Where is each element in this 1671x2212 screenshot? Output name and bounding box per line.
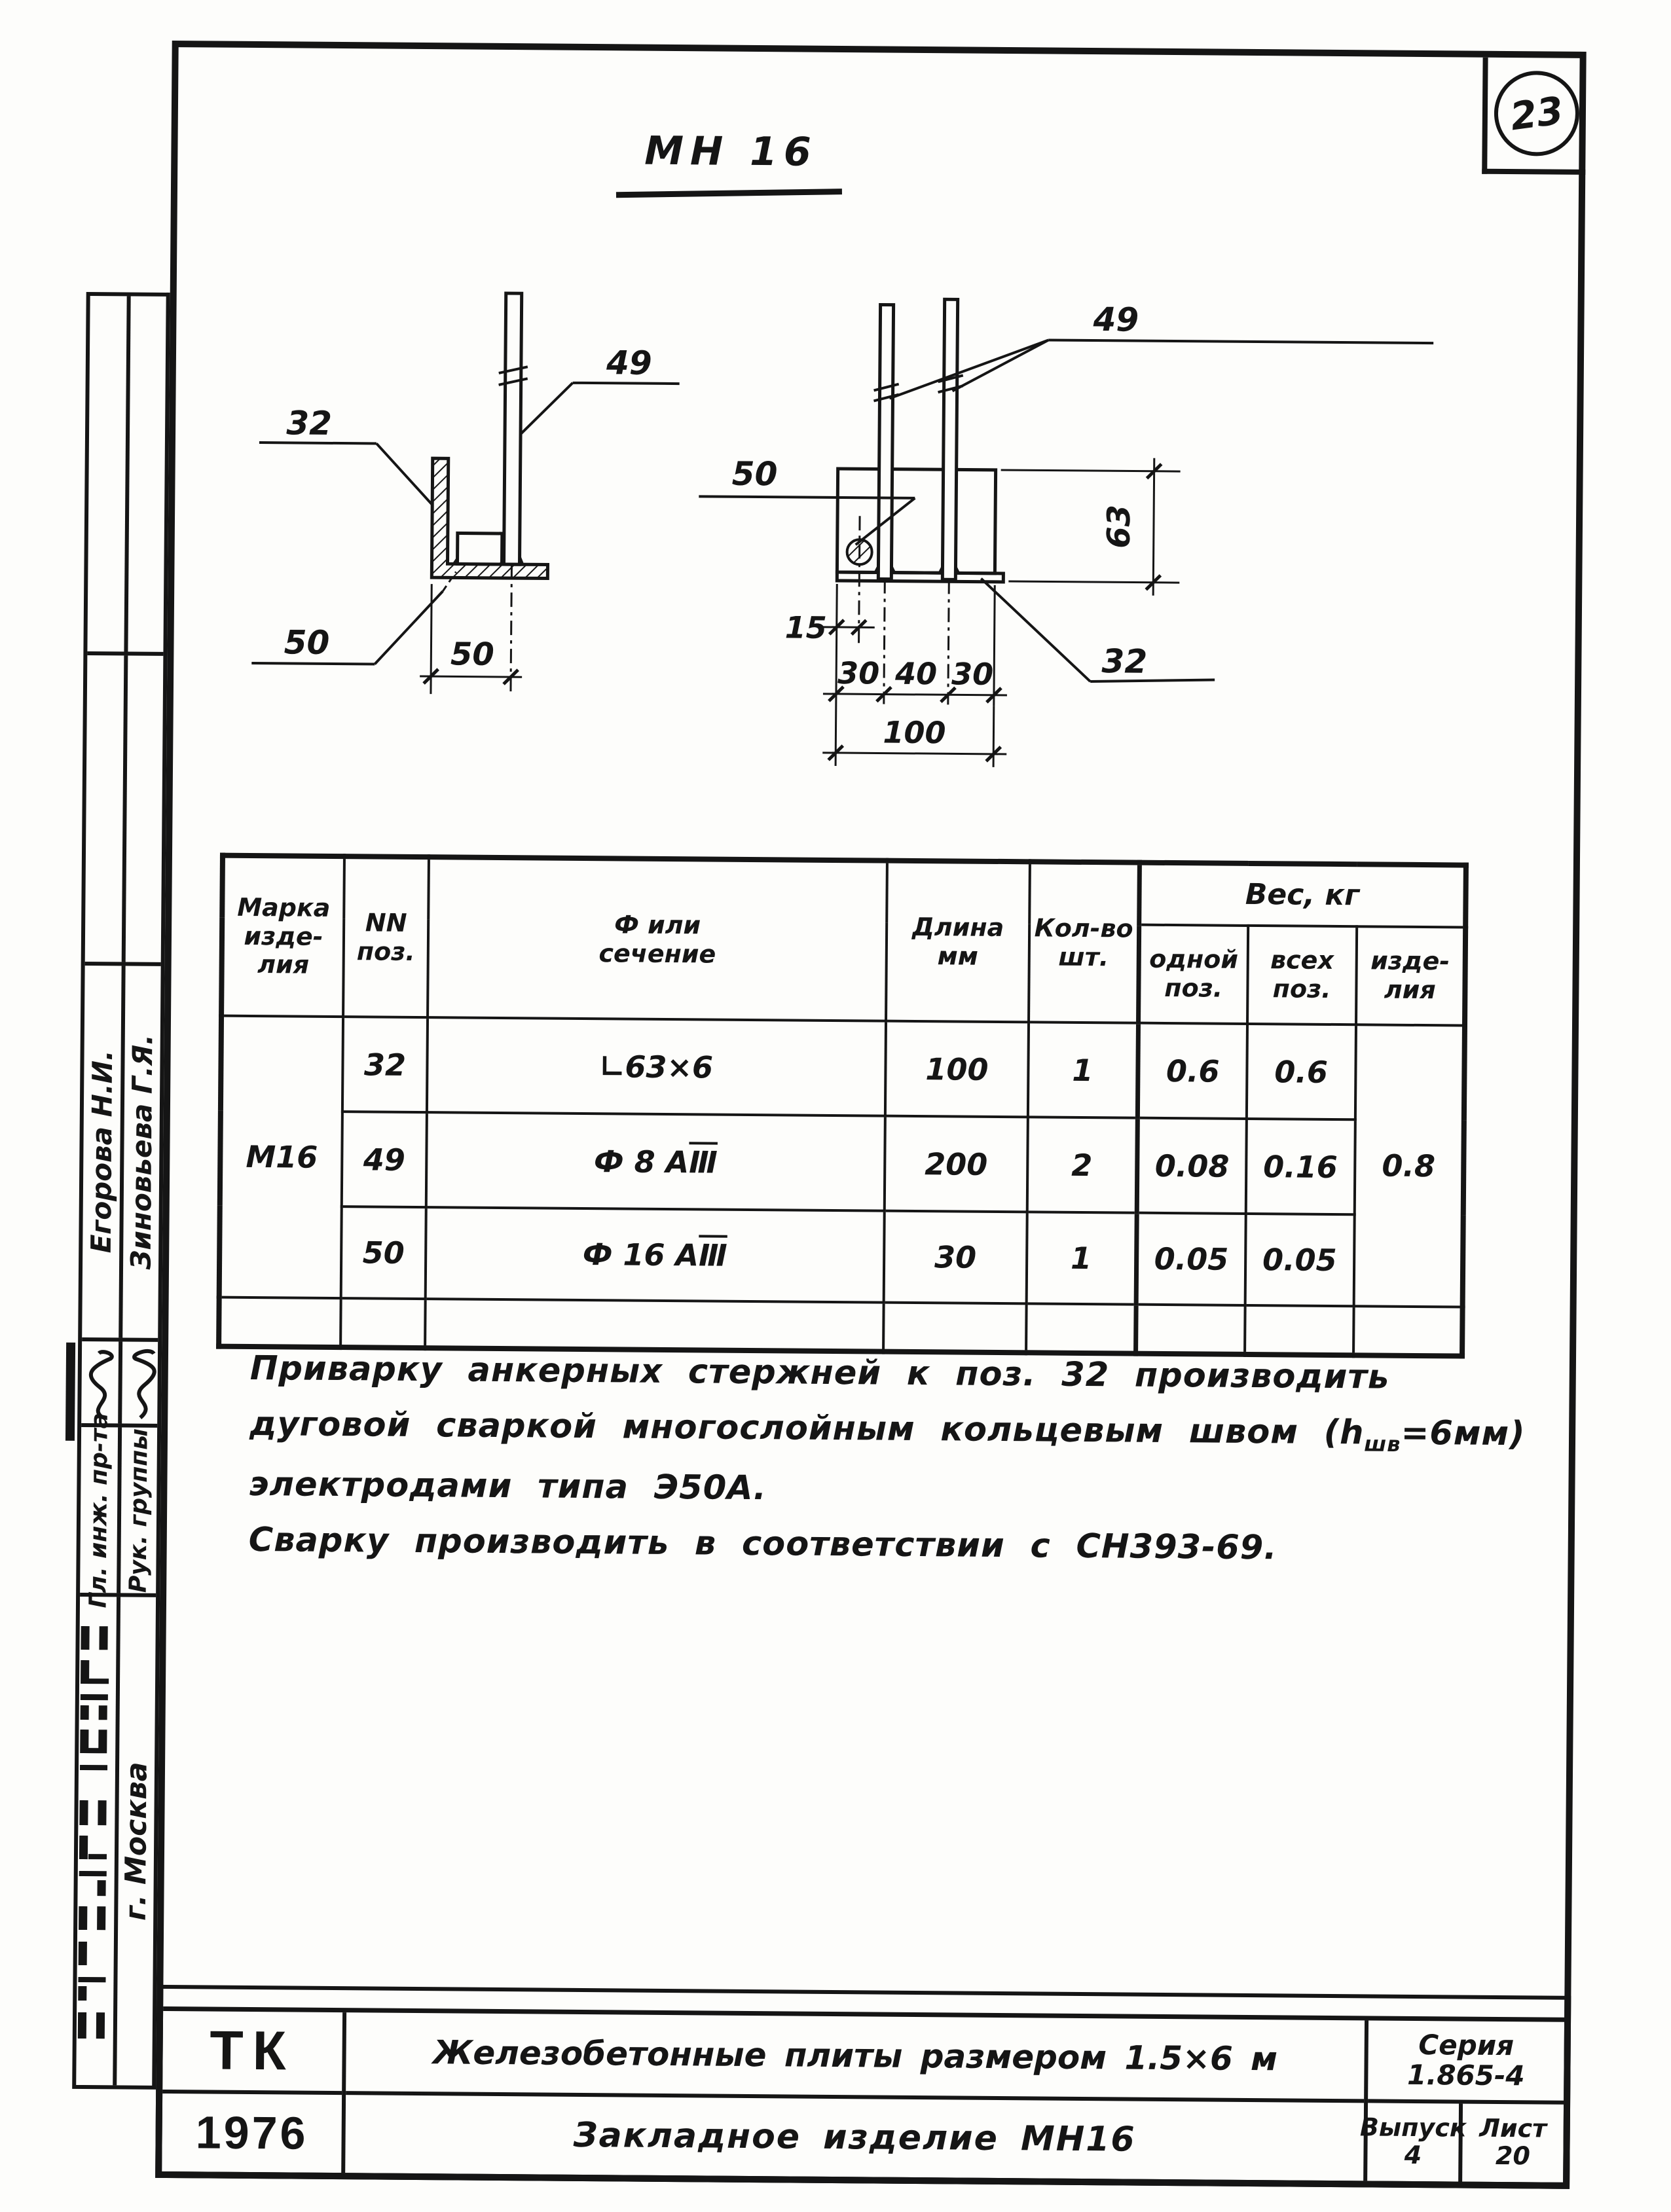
note-line-2-sub: шв: [1364, 1431, 1401, 1457]
dim-63: [1000, 457, 1181, 596]
note-line-1: Приварку анкерных стержней к поз. 32 производить: [249, 1349, 1390, 1397]
series-label: Серия: [1418, 2028, 1515, 2061]
sidebar-stamp-row: [76, 1597, 156, 2086]
cell-section: [426, 1207, 885, 1302]
cell-empty: [1353, 1306, 1463, 1356]
cell-mark: М16: [219, 1016, 343, 1298]
drawing-title: МН 16: [644, 128, 818, 175]
cell-length: 30: [884, 1211, 1027, 1304]
cell-weight-item: 0.8: [1353, 1024, 1465, 1307]
sidebar-name-right-cell: [122, 966, 160, 1337]
title-block-grid: [162, 2011, 1564, 2183]
cell-empty: [219, 1297, 341, 1347]
anchor-rod-side: [504, 293, 521, 564]
dim-50-text: 50: [450, 636, 495, 673]
sidebar-empty-row: [85, 655, 164, 966]
page-number: 23: [1489, 65, 1585, 161]
issue-cell: [1359, 2103, 1467, 2182]
note-line-2-main: дуговой сваркой многослойным кольцевым швом (h: [249, 1404, 1365, 1453]
title-block-left: [162, 2011, 346, 2173]
front-view-drawing: [684, 247, 1473, 790]
anchor-rod-1: [878, 305, 893, 579]
cell-pos: 50: [341, 1206, 426, 1299]
cell-empty: [883, 1303, 1027, 1353]
dim-15-text: 15: [784, 609, 827, 645]
doc-title-line-2: Закладное изделие МН16: [573, 2116, 1136, 2160]
sidebar-empty-row: [87, 296, 166, 656]
note-line-3: электродами типа Э50А.: [249, 1465, 767, 1508]
cell-section: [426, 1112, 885, 1210]
signature: [83, 1344, 120, 1423]
dim-50: [420, 564, 523, 695]
sidebar-empty-cell: [85, 655, 128, 962]
cell-weight-all: 0.05: [1245, 1214, 1354, 1306]
dim-40-text: 40: [894, 655, 938, 692]
signature-cell: [81, 1341, 122, 1423]
cell-weight-all: 0.6: [1247, 1024, 1356, 1119]
label-pos-32-front: 32: [1101, 642, 1148, 681]
label-pos-49-front: 49: [1093, 300, 1139, 339]
cell-qty: 1: [1027, 1212, 1137, 1304]
sidebar-names-row: [82, 966, 161, 1342]
label-pos-32: 32: [286, 404, 333, 443]
cell-weight-one: 0.08: [1137, 1118, 1246, 1214]
leader-49-front: [889, 339, 1433, 403]
dim-100-text: 100: [883, 714, 946, 751]
section-grade: $\overline{Ⅲ}$: [698, 1237, 727, 1273]
dim-30b-text: 30: [951, 656, 994, 692]
sidebar-role-right-cell: [120, 1427, 157, 1593]
scan-artifact: [65, 1343, 75, 1441]
title-block: [155, 1985, 1571, 2189]
side-view-drawing: [239, 270, 714, 733]
dim-15: [822, 584, 875, 650]
sidebar-empty-cell: [87, 296, 130, 651]
table-row: [221, 1016, 1465, 1121]
dim-30a-text: 30: [837, 655, 880, 691]
table-row: [219, 1206, 1463, 1307]
cell-empty: [1245, 1305, 1354, 1355]
leader-32: [259, 443, 433, 505]
col-header-qty: Кол-во шт.: [1029, 861, 1139, 1023]
leader-49: [521, 382, 680, 435]
col-header-pos: NN поз.: [343, 856, 429, 1017]
col-header-weight-one: одной поз.: [1139, 925, 1248, 1024]
col-header-length: Длина мм: [886, 861, 1030, 1023]
cell-weight-one: 0.05: [1136, 1213, 1245, 1305]
cell-pos: 49: [342, 1112, 427, 1207]
title-block-right: [1359, 2020, 1564, 2182]
sidebar-empty-cell: [126, 655, 164, 962]
sidebar-roles-row: [80, 1412, 157, 1608]
cell-pos: 32: [342, 1017, 428, 1112]
name-right: Зиновьева Г.Я.: [124, 1034, 159, 1270]
signature: [123, 1343, 160, 1421]
doc-title-line-1: Железобетонные плиты размером 1.5×6 м: [346, 2012, 1365, 2103]
sidebar-role-left-cell: [80, 1412, 122, 1608]
signature-cell: [122, 1341, 158, 1423]
cell-empty: [340, 1298, 426, 1348]
issue-list-row: [1359, 2103, 1564, 2183]
weld-notes: [248, 1349, 1526, 1588]
section-main: Ф 16 А: [582, 1236, 699, 1273]
page-number-box: [1482, 58, 1586, 175]
stamp-city-cell: [117, 1597, 156, 2085]
table-row: [220, 1111, 1464, 1216]
note-line-2: [249, 1404, 1526, 1457]
title-block-middle: [345, 2012, 1365, 2181]
stamp-text-fragment: [77, 1620, 113, 2052]
role-right: Рук. группы: [124, 1428, 153, 1593]
note-line-4: Сварку производить в соответствии с СН393-69.: [248, 1521, 1277, 1568]
round-bar-side: [457, 533, 502, 564]
cell-section: [427, 1017, 886, 1115]
label-pos-50-front: 50: [731, 454, 778, 494]
flange-strip: [837, 572, 1003, 582]
cell-length: 200: [885, 1116, 1028, 1212]
stamp-city: г. Москва: [119, 1762, 154, 1921]
issue-value: 4: [1404, 2141, 1422, 2170]
label-pos-50: 50: [284, 623, 330, 662]
cell-weight-one: 0.6: [1137, 1023, 1247, 1119]
cell-length: 100: [885, 1021, 1029, 1117]
series-cell: [1368, 2020, 1564, 2104]
role-left: Гл. инж. пр-та: [84, 1412, 113, 1608]
sidebar-name-left-cell: [82, 966, 125, 1337]
cell-qty: 1: [1028, 1022, 1139, 1117]
list-label: Лист: [1479, 2114, 1547, 2144]
name-left: Егорова Н.И.: [84, 1049, 119, 1254]
list-value: 20: [1495, 2141, 1531, 2171]
col-header-mark: Марка изде- лия: [221, 856, 344, 1017]
anchor-rod-2: [942, 299, 957, 579]
issue-label: Выпуск: [1359, 2112, 1467, 2143]
cell-empty: [1026, 1303, 1136, 1353]
series-value: 1.865-4: [1406, 2058, 1525, 2092]
cell-empty: [1136, 1305, 1245, 1354]
note-line-2-end: =6мм): [1401, 1413, 1526, 1454]
section-main: Ф 8 А: [593, 1143, 689, 1180]
col-header-section: Ф или сечение: [428, 857, 887, 1021]
col-header-weight-item: изде- лия: [1356, 926, 1465, 1025]
org-code: ТК: [162, 2011, 342, 2095]
sidebar-empty-cell: [128, 297, 166, 652]
cell-empty: [425, 1299, 884, 1351]
sidebar-strip: [72, 292, 170, 2090]
year: 1976: [195, 2107, 308, 2159]
cell-weight-all: 0.16: [1245, 1119, 1355, 1214]
parts-table: [216, 853, 1469, 1359]
col-header-weight: Вес, кг: [1139, 863, 1466, 928]
leader-32-front: [980, 579, 1215, 683]
dim-63-text: 63: [1100, 504, 1138, 549]
leader-50: [251, 570, 456, 664]
stamp-fragment-cell: [76, 1597, 120, 2085]
table-row-empty: [219, 1297, 1463, 1356]
col-header-weight-all: всех поз.: [1247, 926, 1357, 1024]
cell-qty: 2: [1027, 1117, 1138, 1212]
list-cell: [1462, 2103, 1564, 2183]
label-pos-49: 49: [606, 344, 652, 382]
section-main: ∟63×6: [599, 1048, 714, 1085]
section-grade: $\overline{Ⅲ}$: [689, 1144, 718, 1180]
